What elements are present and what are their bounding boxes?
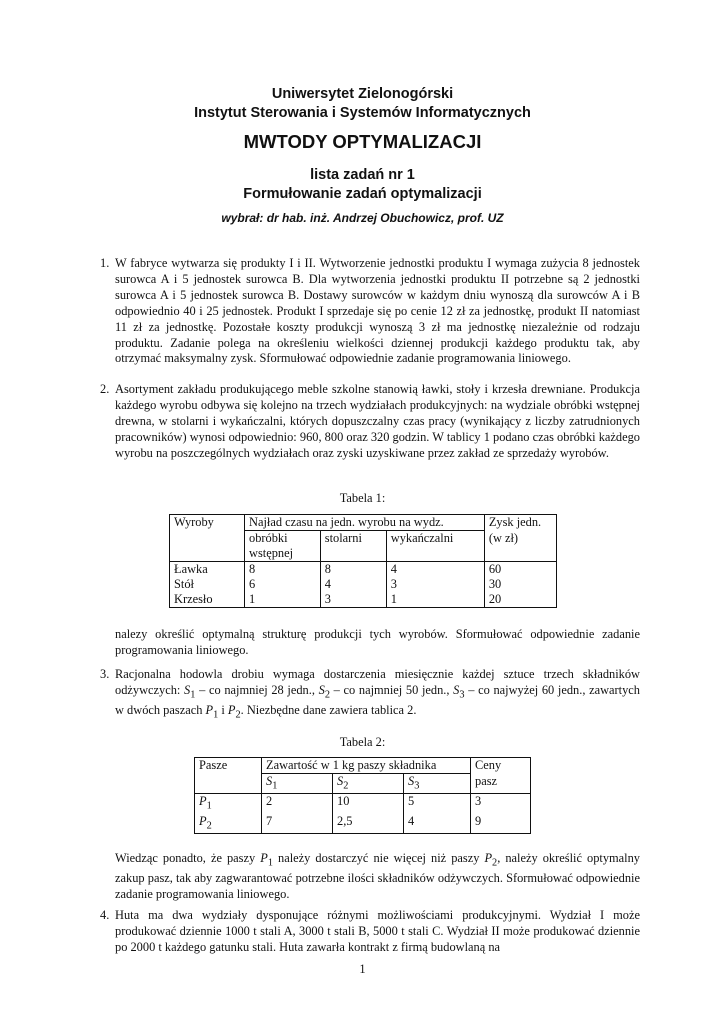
table-2-caption: Tabela 2: <box>339 735 386 749</box>
table-2-sub-s2: $S_2$ <box>333 774 404 794</box>
table-1 <box>169 514 557 608</box>
problem-3-number: 3. <box>100 667 110 681</box>
problem-1-text: W fabryce wytwarza się produkty I i II. Wytworzenie jednostki produktu I wymaga zużycia 8 jednostek surowca A i 5 jednostek surowca B. Dla wytworzenia jednostki produktu II potrzebne są 2 jednostki surowca A i 5 jednostek surowca B. Dostawy surowców w każdym dniu wynoszą dla surowców A i B odpowiednio 40 i 25 jednostek. Produkt I sprzedaje się po cenie 12 zł za jednostkę, produkt II natomiast 11 zł za jednostkę. Pozostałe koszty produkcji wynoszą 3 zł ma jednostkę niezależnie od rodzaju produktu. Zadanie polega na określeniu wielkości dziennej produkcji każdego produktu tak, aby otrzymać maksymalny zysk. Sformułować odpowiednie zadanie programowania liniowego. <box>115 256 640 366</box>
problem-1-number: 1. <box>100 256 110 270</box>
table-row: $P_2$ 7 2,5 4 9 <box>195 814 531 834</box>
problem-2-text: Asortyment zakładu produkującego meble szkolne stanowią ławki, stoły i krzesła drewniane. Produkcja każdego wyrobu odbywa się kolejno na trzech wydziałach produkcyjnych: na wydziale obróbki wstępnej drewna, w stolarni i wykańczalni, których dopuszczalny czas pracy (wynikający z liczby zatrudnionych pracowników) wynosi odpowiednio: 960, 800 oraz 320 godzin. W tablicy 1 podano czas obróbki każdego wyrobu na poszczególnych wydziałach oraz zyski uzyskiwane przez zakład ze sprzedaży wyrobów. <box>115 382 640 460</box>
problem-2-after-text: nalezy określić optymalną strukturę produkcji tych wyrobów. Sformułować odpowiednie zadanie programowania liniowego. <box>115 627 640 657</box>
problem-3-text: Racjonalna hodowla drobiu wymaga dostarczenia miesięcznie każdej sztuce trzech składników odżywczych: $S_1$ – co najmniej 28 jedn., $S_2$ – co najmniej 50 jedn., $S_3$ – co najwyżej 60 jedn., zawartych w dwóch paszach $P_1$ i $P_2$. Niezbędne dane zawiera tablica 2. <box>115 667 641 721</box>
table-2-price-sub: pasz <box>471 774 531 794</box>
table-2-header-feed: Pasze <box>195 758 262 774</box>
table-2-sub-s3: $S_3$ <box>404 774 471 794</box>
institute-name: Instytut Sterowania i Systemów Informatycznych <box>194 105 531 121</box>
table-2-header-content: Zawartość w 1 kg paszy składnika <box>262 758 471 774</box>
table-1-profit-unit: (w zł) <box>484 531 556 562</box>
table-2-header-price: Ceny <box>471 758 531 774</box>
table-1-header-products: Wyroby <box>170 515 245 531</box>
table-row: Stół 6 4 3 30 <box>170 577 557 592</box>
page-number: 1 <box>359 962 366 976</box>
university-name: Uniwersytet Zielonogórski <box>271 86 454 102</box>
problem-3-after-text: Wiedząc ponadto, że paszy $P_1$ należy dostarczyć nie więcej niż paszy $P_2$, należy określić optymalny zakup pasz, tak aby zagwarantować potrzebne ilości składników odżywczych. Sformułować odpowiednie zadanie programowania liniowego. <box>115 851 640 902</box>
problem-4-number: 4. <box>100 908 110 922</box>
table-1-sub-preprocessing: obróbki wstępnej <box>245 531 321 562</box>
table-1-sub-carpentry: stolarni <box>320 531 386 562</box>
list-heading <box>0 166 725 204</box>
table-2-sub-s1: $S_1$ <box>262 774 333 794</box>
table-2 <box>194 757 531 834</box>
table-row: Krzesło 1 3 1 20 <box>170 592 557 608</box>
table-1-header-profit: Zysk jedn. <box>484 515 556 531</box>
problem-4-text: Huta ma dwa wydziały dysponujące różnymi możliwościami produkcyjnymi. Wydział I może produkować dziennie 1000 t stali A, 3000 t stali B, 5000 t stali C. Wydział II może produkować dziennie po 2000 t każdego gatunku stali. Huta zawarła kontrakt z firmą budowlaną na <box>115 908 640 954</box>
table-1-caption: Tabela 1: <box>339 491 386 505</box>
table-row: Ławka 8 8 4 60 <box>170 562 557 578</box>
table-1-header-time: Najład czasu na jedn. wyrobu na wydz. <box>245 515 485 531</box>
document-title: MWTODY OPTYMALIZACJI <box>243 131 482 152</box>
list-number: lista zadań nr 1 <box>310 167 415 183</box>
table-1-sub-finishing: wykańczalni <box>386 531 484 562</box>
header-block <box>0 85 725 123</box>
problem-2-number: 2. <box>100 382 110 396</box>
table-row: $P_1$ 2 10 5 3 <box>195 794 531 814</box>
list-topic: Formułowanie zadań optymalizacji <box>243 186 482 202</box>
author-line: wybrał: dr hab. inż. Andrzej Obuchowicz, prof. UZ <box>221 211 504 225</box>
